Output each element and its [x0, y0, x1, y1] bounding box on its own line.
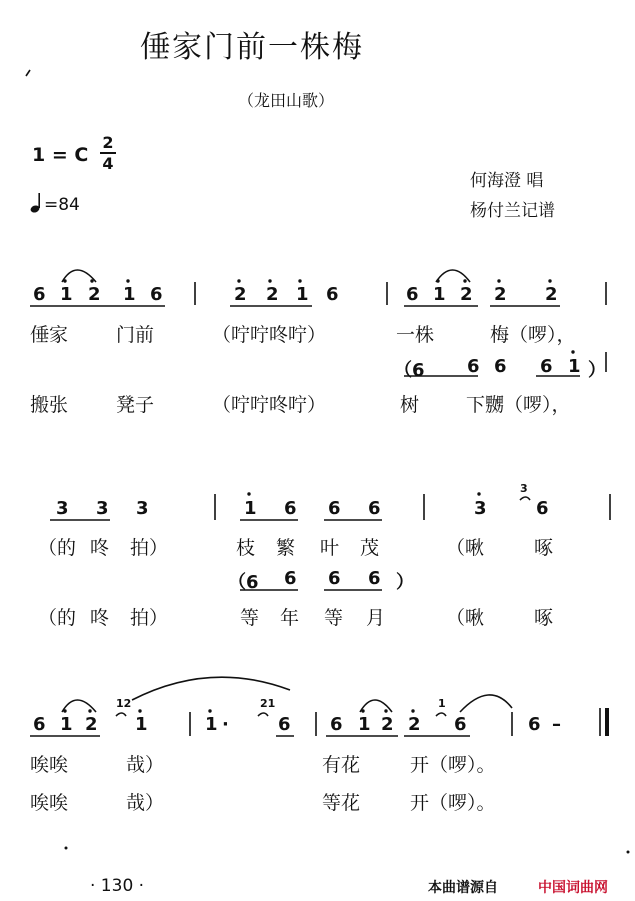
grace-hook	[436, 713, 446, 716]
note: 2	[408, 714, 421, 735]
note: 6	[368, 498, 381, 519]
lyric: 搬张	[30, 394, 69, 416]
note: 6	[330, 714, 343, 735]
lyric: 等花	[322, 792, 361, 814]
dash: –	[552, 714, 561, 735]
lyric: 枝	[236, 537, 256, 559]
lyric: 啄	[534, 537, 554, 559]
octave-dot	[298, 279, 301, 282]
note: 6	[454, 714, 467, 735]
note: 1	[135, 714, 148, 735]
lyric: （咛咛咚咛）	[212, 394, 327, 416]
grace-note: 1	[438, 697, 446, 710]
octave-dot	[548, 279, 551, 282]
grace-note: 3	[520, 482, 528, 495]
grace-hook	[116, 713, 126, 716]
lyric: 等	[240, 607, 260, 629]
octave-dot	[237, 279, 240, 282]
lyric: 开（啰）。	[410, 754, 496, 776]
note: 2	[545, 284, 558, 305]
slur	[460, 695, 512, 712]
alt-note: 6	[540, 356, 553, 377]
lyric: 拍）	[130, 607, 169, 629]
alt-note: ）	[396, 572, 414, 593]
lyric: 拍）	[130, 537, 169, 559]
octave-dot	[126, 279, 129, 282]
note: 1	[60, 714, 73, 735]
octave-dot	[268, 279, 271, 282]
octave-dot	[361, 709, 364, 712]
grace-note: 12	[116, 697, 132, 710]
grace-hook	[258, 713, 268, 716]
grace-hook	[520, 497, 530, 500]
lyric: 月	[366, 607, 386, 629]
note: 6	[536, 498, 549, 519]
octave-dot	[411, 709, 414, 712]
singer-credit: 何海澄 唱	[470, 171, 544, 191]
note: 6	[150, 284, 163, 305]
alt-note: 1	[568, 356, 581, 377]
lyric: 咚	[90, 607, 110, 629]
scan-mark	[26, 70, 30, 76]
note: 1	[244, 498, 257, 519]
scan-dot	[65, 847, 68, 850]
octave-dot	[436, 279, 439, 282]
octave-dot	[208, 709, 211, 712]
note: 2	[381, 714, 394, 735]
note: 2	[460, 284, 473, 305]
lyric: 年	[280, 607, 300, 629]
key-signature: 1 = C	[32, 144, 89, 166]
octave-dot	[384, 709, 387, 712]
lyric: （咛咛咚咛）	[212, 324, 327, 346]
lyric: 唉唉	[30, 792, 69, 814]
note: 6	[406, 284, 419, 305]
note: 2	[234, 284, 247, 305]
alt-note: （6	[228, 572, 259, 593]
time-signature-bottom: 4	[102, 154, 114, 173]
octave-dot	[463, 279, 466, 282]
source-note: 本曲谱源自	[428, 880, 498, 896]
alt-note: 6	[368, 568, 381, 589]
scan-dot	[627, 851, 630, 854]
lyric: 树	[400, 394, 420, 416]
song-subtitle: （龙田山歌）	[238, 91, 335, 110]
lyric: （的	[38, 607, 77, 629]
note: 3	[136, 498, 149, 519]
lyric: 门前	[116, 324, 155, 346]
site-name: 中国词曲网	[538, 880, 608, 896]
note: 6	[33, 714, 46, 735]
lyric: 茂	[360, 537, 380, 559]
note: 3	[96, 498, 109, 519]
octave-dot	[88, 709, 91, 712]
song-title: 倕家门前一株梅	[140, 30, 364, 65]
octave-dot	[247, 492, 250, 495]
transcriber-credit: 杨付兰记谱	[470, 201, 555, 221]
lyric: 开（啰）。	[410, 792, 496, 814]
note: 6	[328, 498, 341, 519]
alt-note: 6	[494, 356, 507, 377]
lyric: 下嬲（啰），	[466, 394, 571, 416]
note: 2	[266, 284, 279, 305]
lyric: 叶	[320, 537, 340, 559]
lyric: 繁	[276, 537, 296, 559]
octave-dot	[63, 279, 66, 282]
time-signature-top: 2	[102, 133, 114, 152]
note: 1	[123, 284, 136, 305]
alt-note: ）	[588, 360, 606, 381]
note: 1	[205, 714, 218, 735]
octave-dot	[90, 279, 93, 282]
note: ·	[222, 714, 229, 735]
grace-note: 21	[260, 697, 276, 710]
note: 3	[56, 498, 69, 519]
note: 1	[296, 284, 309, 305]
note: 1	[358, 714, 371, 735]
alt-note: （6	[394, 360, 425, 381]
note: 2	[88, 284, 101, 305]
alt-note: 6	[328, 568, 341, 589]
alt-note: 6	[284, 568, 297, 589]
octave-dot	[571, 350, 574, 353]
note: 3	[474, 498, 487, 519]
lyric: 哉）	[126, 754, 165, 776]
lyric: 哉）	[126, 792, 165, 814]
note: 6	[33, 284, 46, 305]
octave-dot	[477, 492, 480, 495]
lyric: 啄	[534, 607, 554, 629]
note: 6	[284, 498, 297, 519]
alt-note: 6	[467, 356, 480, 377]
lyric: 凳子	[116, 394, 155, 416]
lyric: 唉唉	[30, 754, 69, 776]
tempo-value: =84	[44, 195, 80, 215]
lyric: （啾	[446, 537, 485, 559]
note: 1	[433, 284, 446, 305]
lyric: 等	[324, 607, 344, 629]
lyric: （啾	[446, 607, 485, 629]
tie	[132, 677, 290, 700]
octave-dot	[497, 279, 500, 282]
note: 2	[85, 714, 98, 735]
note: 2	[494, 284, 507, 305]
note: 6	[326, 284, 339, 305]
octave-dot	[63, 709, 66, 712]
lyric: 有花	[322, 754, 361, 776]
page-number: · 130 ·	[90, 876, 145, 896]
lyric: 倕家	[30, 324, 69, 346]
note: 1	[60, 284, 73, 305]
lyric: 一株	[396, 324, 435, 346]
octave-dot	[138, 709, 141, 712]
lyric: （的	[38, 537, 77, 559]
lyric: 梅（啰），	[490, 324, 576, 346]
note: 6	[528, 714, 541, 735]
lyric: 咚	[90, 537, 110, 559]
note: 6	[278, 714, 291, 735]
